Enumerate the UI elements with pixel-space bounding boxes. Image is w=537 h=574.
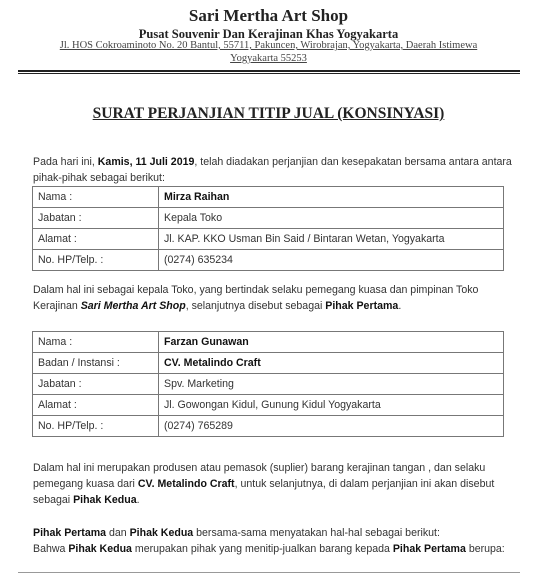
- page-bottom-divider: [18, 572, 520, 573]
- field-value: Mirza Raihan: [159, 187, 504, 208]
- party-two-table: [32, 331, 504, 437]
- table-row: [33, 229, 504, 250]
- statement-party-4: Pihak Pertama: [392, 543, 466, 555]
- field-value: Farzan Gunawan: [159, 332, 504, 353]
- field-label: Jabatan :: [33, 208, 159, 229]
- company-name-inline: CV. Metalindo Craft: [137, 478, 235, 490]
- header-divider-thick: [18, 70, 520, 72]
- party-two-rows: [33, 332, 504, 437]
- party-one-text-1: Dalam hal ini sebagai kepala Toko, yang bertindak selaku pemegang kuasa dan pimpinan Toko Kerajinan: [33, 284, 479, 312]
- statement-party-3: Pihak Kedua: [68, 543, 132, 555]
- party-two-text-3: .: [136, 494, 140, 506]
- agreement-date: Kamis, 11 Juli 2019: [97, 156, 195, 168]
- statement-text-2: bersama-sama menyatakan hal-hal sebagai berikut:: [193, 527, 440, 539]
- party-two-text-1: Dalam hal ini merupakan produsen atau pemasok (suplier) barang kerajinan tangan , dan selaku pemegang kuasa dari: [33, 462, 486, 490]
- party-two-role: Pihak Kedua: [73, 494, 137, 506]
- party-one-paragraph: [33, 282, 513, 314]
- table-row: [33, 187, 504, 208]
- table-row: [33, 208, 504, 229]
- party-two-text-2: , untuk selanjutnya, di dalam perjanjian ini akan disebut sebagai: [33, 478, 495, 506]
- field-label: No. HP/Telp. :: [33, 416, 159, 437]
- field-value: (0274) 765289: [159, 416, 504, 437]
- field-label: No. HP/Telp. :: [33, 250, 159, 271]
- statement-text-4: merupakan pihak yang menitip-jualkan barang kepada: [131, 543, 393, 555]
- field-label: Jabatan :: [33, 374, 159, 395]
- opening-text-2: , telah diadakan perjanjian dan kesepakatan bersama antara antara pihak-pihak sebagai berikut:: [33, 156, 512, 184]
- opening-text-1: Pada hari ini,: [33, 156, 98, 168]
- table-row: [33, 250, 504, 271]
- table-row: [33, 395, 504, 416]
- field-value: Kepala Toko: [159, 208, 504, 229]
- party-one-role: Pihak Pertama: [325, 300, 399, 312]
- field-label: Alamat :: [33, 395, 159, 416]
- shop-address-line1: Jl. HOS Cokroaminoto No. 20 Bantul, 55711, Pakuncen, Wirobrajan, Yogyakarta, Daerah Istimewa: [59, 40, 478, 51]
- document-title: SURAT PERJANJIAN TITIP JUAL (KONSINYASI): [92, 105, 445, 122]
- party-one-text-2: , selanjutnya disebut sebagai: [185, 300, 326, 312]
- table-row: [33, 353, 504, 374]
- statement-text-3: Bahwa: [33, 543, 69, 555]
- shop-address-line2: Yogyakarta 55253: [230, 53, 307, 64]
- shop-name: Sari Mertha Art Shop: [188, 6, 349, 25]
- statement-paragraph: [33, 525, 513, 557]
- field-value: Jl. Gowongan Kidul, Gunung Kidul Yogyakarta: [159, 395, 504, 416]
- table-row: [33, 374, 504, 395]
- field-value: CV. Metalindo Craft: [159, 353, 504, 374]
- opening-paragraph: [33, 154, 513, 186]
- statement-text-1: dan: [106, 527, 130, 539]
- field-label: Nama :: [33, 332, 159, 353]
- field-value: Jl. KAP. KKO Usman Bin Said / Bintaran Wetan, Yogyakarta: [159, 229, 504, 250]
- field-label: Badan / Instansi :: [33, 353, 159, 374]
- party-one-table: [32, 186, 504, 271]
- shop-subtitle: Pusat Souvenir Dan Kerajinan Khas Yogyakarta: [138, 27, 399, 41]
- statement-party-1: Pihak Pertama: [33, 527, 107, 539]
- party-one-rows: [33, 187, 504, 271]
- statement-text-5: berupa:: [465, 543, 505, 555]
- field-label: Nama :: [33, 187, 159, 208]
- party-two-paragraph: [33, 460, 513, 508]
- field-value: (0274) 635234: [159, 250, 504, 271]
- party-one-text-3: .: [398, 300, 402, 312]
- statement-party-2: Pihak Kedua: [129, 527, 194, 539]
- shop-name-inline: Sari Mertha Art Shop: [80, 300, 186, 312]
- field-label: Alamat :: [33, 229, 159, 250]
- table-row: [33, 416, 504, 437]
- field-value: Spv. Marketing: [159, 374, 504, 395]
- table-row: [33, 332, 504, 353]
- header-divider-thin: [18, 73, 520, 74]
